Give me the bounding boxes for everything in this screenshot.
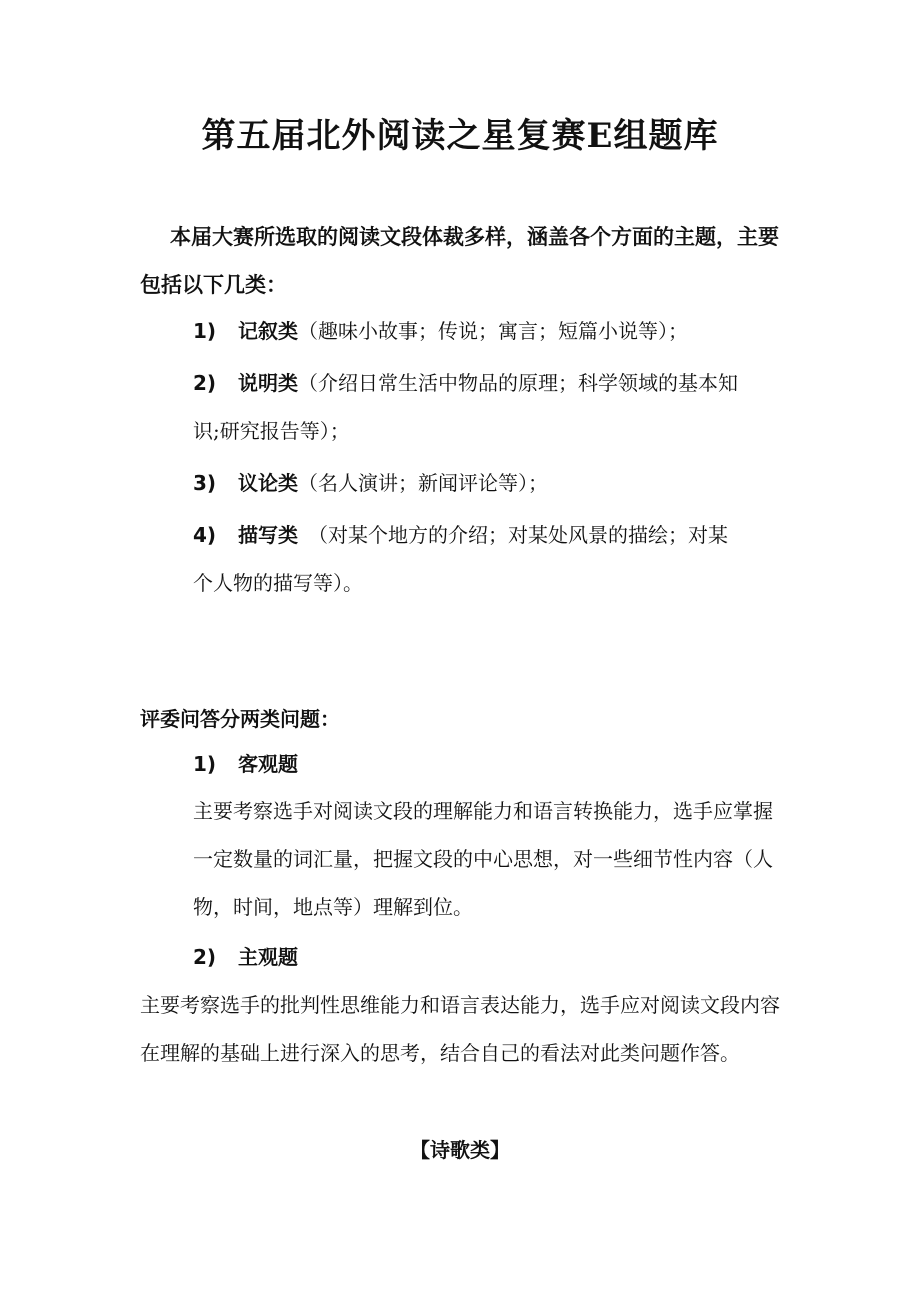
category-desc: （对某个地方的介绍；对某处风景的描绘；对某 bbox=[298, 523, 728, 547]
question-type-heading bbox=[193, 933, 298, 981]
category-desc: （名人演讲；新闻评论等）； bbox=[298, 471, 548, 495]
category-label: 记叙类 bbox=[238, 319, 298, 343]
question-type-label: 客观题 bbox=[238, 752, 298, 776]
category-label: 议论类 bbox=[238, 471, 298, 495]
category-item bbox=[193, 307, 785, 355]
intro-paragraph: 本届大赛所选取的阅读文段体裁多样，涵盖各个方面的主题，主要包括以下几类： bbox=[140, 225, 779, 297]
category-item bbox=[193, 511, 785, 607]
category-desc: （趣味小故事；传说；寓言；短篇小说等）； bbox=[298, 319, 688, 343]
question-type-heading bbox=[193, 740, 298, 788]
document-title: 第五届北外阅读之星复赛E组题库 bbox=[201, 116, 719, 156]
category-list bbox=[193, 307, 785, 611]
question-type-number: 1) bbox=[193, 752, 217, 776]
question-type-number: 2) bbox=[193, 945, 217, 969]
category-number: 1) bbox=[193, 319, 217, 343]
category-desc-continued: 个人物的描写等）。 bbox=[193, 571, 363, 595]
category-number: 3) bbox=[193, 471, 217, 495]
category-desc-continued: 识;研究报告等）； bbox=[193, 419, 350, 443]
questions-heading: 评委问答分两类问题： bbox=[140, 707, 340, 731]
category-item bbox=[193, 459, 785, 507]
category-label: 说明类 bbox=[238, 371, 298, 395]
question-type-description: 主要考察选手的批判性思维能力和语言表达能力，选手应对阅读文段内容在理解的基础上进行深入的思考，结合自己的看法对此类问题作答。 bbox=[140, 993, 780, 1065]
category-desc: （介绍日常生活中物品的原理；科学领域的基本知 bbox=[298, 371, 738, 395]
poetry-section-heading: 【诗歌类】 bbox=[410, 1138, 510, 1162]
question-type-label: 主观题 bbox=[238, 945, 298, 969]
category-number: 2) bbox=[193, 371, 217, 395]
category-label: 描写类 bbox=[238, 523, 298, 547]
question-type-description: 主要考察选手对阅读文段的理解能力和语言转换能力，选手应掌握一定数量的词汇量，把握文段的中心思想，对一些细节性内容（人物，时间，地点等）理解到位。 bbox=[193, 799, 773, 919]
category-item bbox=[193, 359, 785, 455]
category-number: 4) bbox=[193, 523, 217, 547]
